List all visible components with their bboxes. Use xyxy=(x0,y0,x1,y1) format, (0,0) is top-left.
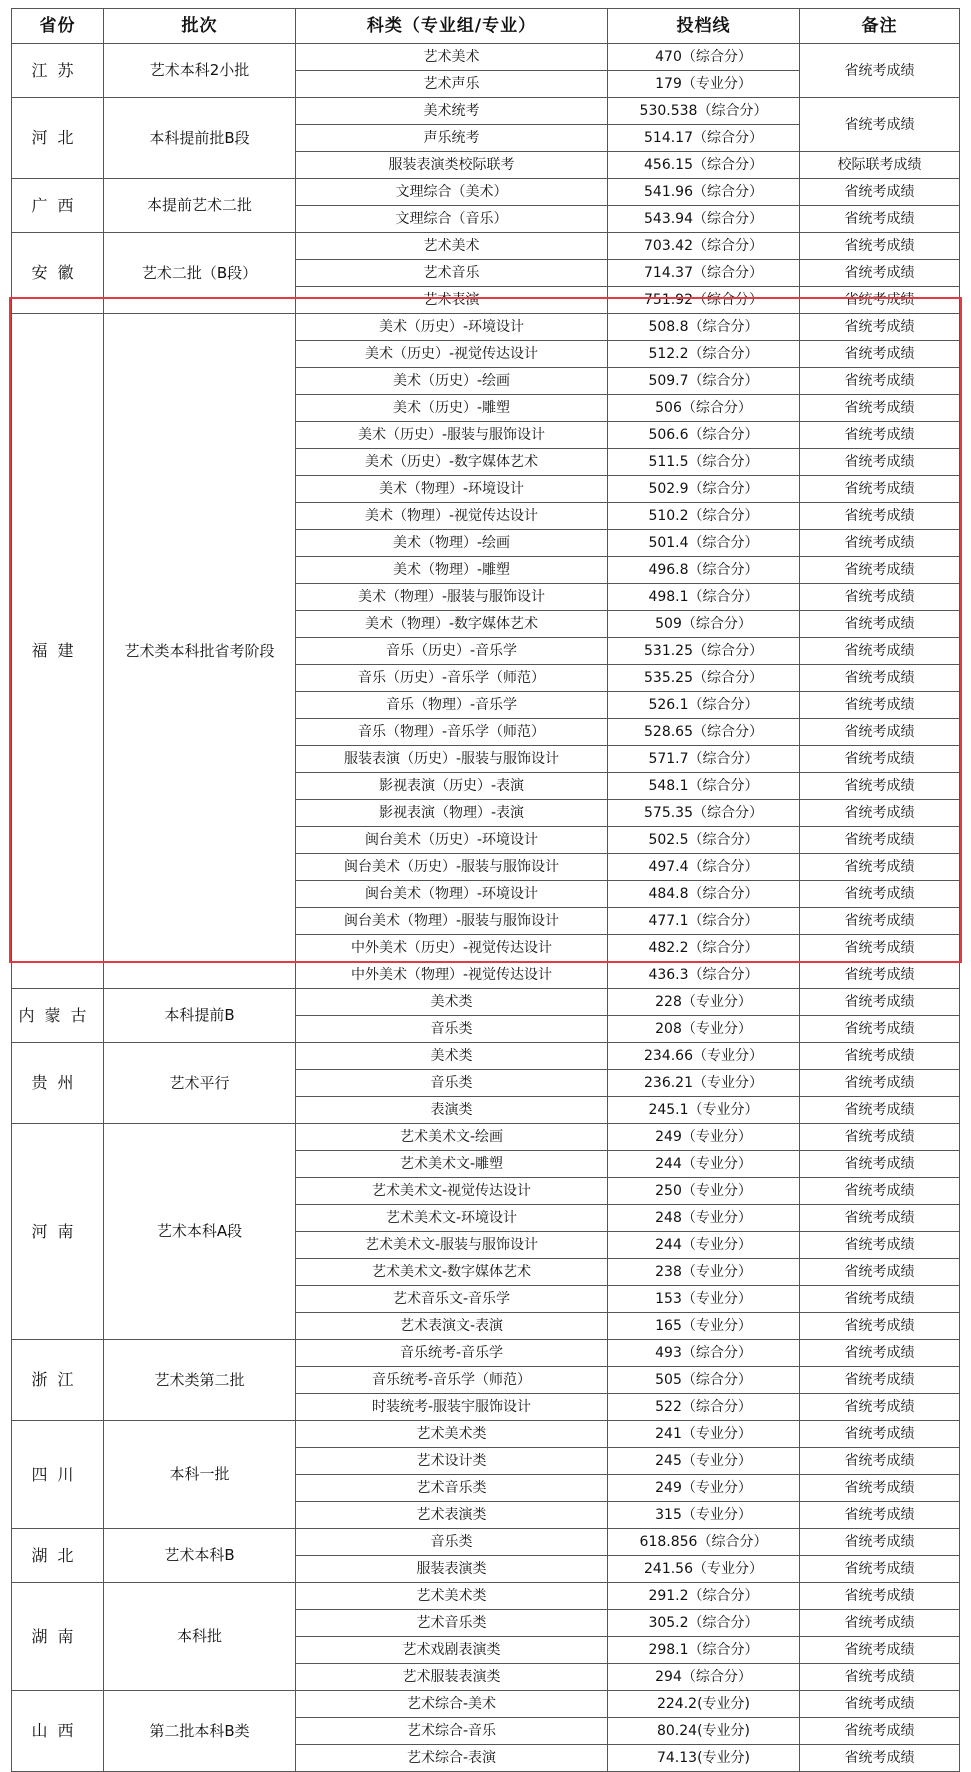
table-row xyxy=(12,98,960,125)
header-score: 投档线 xyxy=(608,9,800,44)
category-cell: 艺术美术文-服装与服饰设计 xyxy=(296,1232,608,1259)
note-cell: 省统考成绩 xyxy=(800,1286,960,1313)
header-province: 省份 xyxy=(12,9,104,44)
province-cell: 河南 xyxy=(12,1124,104,1340)
score-cell: 484.8（综合分） xyxy=(608,881,800,908)
note-cell: 省统考成绩 xyxy=(800,1556,960,1583)
category-cell: 美术（物理）-视觉传达设计 xyxy=(296,503,608,530)
note-cell: 省统考成绩 xyxy=(800,962,960,989)
score-cell: 502.9（综合分） xyxy=(608,476,800,503)
note-cell: 省统考成绩 xyxy=(800,341,960,368)
note-cell: 省统考成绩 xyxy=(800,1232,960,1259)
note-cell: 省统考成绩 xyxy=(800,1745,960,1772)
note-cell: 省统考成绩 xyxy=(800,1718,960,1745)
score-cell: 541.96（综合分） xyxy=(608,179,800,206)
note-cell: 省统考成绩 xyxy=(800,44,960,98)
category-cell: 艺术音乐 xyxy=(296,260,608,287)
table-row xyxy=(12,1340,960,1367)
category-cell: 闽台美术（物理）-服装与服饰设计 xyxy=(296,908,608,935)
score-cell: 512.2（综合分） xyxy=(608,341,800,368)
category-cell: 艺术美术文-绘画 xyxy=(296,1124,608,1151)
batch-cell: 本科提前批B段 xyxy=(104,98,296,179)
category-cell: 声乐统考 xyxy=(296,125,608,152)
note-cell: 省统考成绩 xyxy=(800,98,960,152)
note-cell: 省统考成绩 xyxy=(800,989,960,1016)
category-cell: 艺术音乐类 xyxy=(296,1475,608,1502)
category-cell: 艺术美术类 xyxy=(296,1421,608,1448)
note-cell: 省统考成绩 xyxy=(800,557,960,584)
province-cell: 内蒙古 xyxy=(12,989,104,1043)
category-cell: 艺术表演 xyxy=(296,287,608,314)
note-cell: 省统考成绩 xyxy=(800,584,960,611)
category-cell: 闽台美术（物理）-环境设计 xyxy=(296,881,608,908)
category-cell: 艺术服装表演类 xyxy=(296,1664,608,1691)
header-category: 科类（专业组/专业） xyxy=(296,9,608,44)
category-cell: 艺术戏剧表演类 xyxy=(296,1637,608,1664)
score-cell: 505（综合分） xyxy=(608,1367,800,1394)
table-body xyxy=(12,44,960,1772)
note-cell: 省统考成绩 xyxy=(800,1151,960,1178)
category-cell: 艺术表演类 xyxy=(296,1502,608,1529)
score-cell: 241（专业分） xyxy=(608,1421,800,1448)
batch-cell: 艺术平行 xyxy=(104,1043,296,1124)
category-cell: 文理综合（音乐） xyxy=(296,206,608,233)
table-row xyxy=(12,314,960,341)
score-cell: 224.2(专业分) xyxy=(608,1691,800,1718)
category-cell: 艺术音乐文-音乐学 xyxy=(296,1286,608,1313)
province-cell: 贵州 xyxy=(12,1043,104,1124)
score-cell: 179（专业分） xyxy=(608,71,800,98)
score-cell: 535.25（综合分） xyxy=(608,665,800,692)
table-row xyxy=(12,44,960,71)
score-cell: 298.1（综合分） xyxy=(608,1637,800,1664)
score-cell: 80.24(专业分) xyxy=(608,1718,800,1745)
category-cell: 服装表演类 xyxy=(296,1556,608,1583)
score-cell: 509（综合分） xyxy=(608,611,800,638)
province-cell: 福建 xyxy=(12,314,104,989)
score-cell: 291.2（综合分） xyxy=(608,1583,800,1610)
header-note: 备注 xyxy=(800,9,960,44)
note-cell: 省统考成绩 xyxy=(800,1637,960,1664)
note-cell: 省统考成绩 xyxy=(800,1529,960,1556)
note-cell: 省统考成绩 xyxy=(800,827,960,854)
category-cell: 艺术美术文-雕塑 xyxy=(296,1151,608,1178)
note-cell: 省统考成绩 xyxy=(800,314,960,341)
table-row xyxy=(12,1421,960,1448)
note-cell: 省统考成绩 xyxy=(800,260,960,287)
score-cell: 571.7（综合分） xyxy=(608,746,800,773)
note-cell: 省统考成绩 xyxy=(800,1583,960,1610)
score-cell: 493（综合分） xyxy=(608,1340,800,1367)
note-cell: 省统考成绩 xyxy=(800,908,960,935)
table-row xyxy=(12,1583,960,1610)
batch-cell: 艺术本科2小批 xyxy=(104,44,296,98)
batch-cell: 本科批 xyxy=(104,1583,296,1691)
note-cell: 省统考成绩 xyxy=(800,800,960,827)
score-cell: 244（专业分） xyxy=(608,1151,800,1178)
score-cell: 436.3（综合分） xyxy=(608,962,800,989)
note-cell: 省统考成绩 xyxy=(800,1340,960,1367)
category-cell: 文理综合（美术） xyxy=(296,179,608,206)
score-cell: 501.4（综合分） xyxy=(608,530,800,557)
score-cell: 526.1（综合分） xyxy=(608,692,800,719)
note-cell: 省统考成绩 xyxy=(800,746,960,773)
province-cell: 湖南 xyxy=(12,1583,104,1691)
note-cell: 省统考成绩 xyxy=(800,773,960,800)
note-cell: 校际联考成绩 xyxy=(800,152,960,179)
batch-cell: 艺术类第二批 xyxy=(104,1340,296,1421)
score-cell: 249（专业分） xyxy=(608,1124,800,1151)
note-cell: 省统考成绩 xyxy=(800,935,960,962)
table-row xyxy=(12,1529,960,1556)
score-cell: 248（专业分） xyxy=(608,1205,800,1232)
note-cell: 省统考成绩 xyxy=(800,1502,960,1529)
note-cell: 省统考成绩 xyxy=(800,1691,960,1718)
score-cell: 508.8（综合分） xyxy=(608,314,800,341)
score-cell: 497.4（综合分） xyxy=(608,854,800,881)
note-cell: 省统考成绩 xyxy=(800,1448,960,1475)
category-cell: 音乐（物理）-音乐学 xyxy=(296,692,608,719)
note-cell: 省统考成绩 xyxy=(800,1394,960,1421)
score-cell: 470（综合分） xyxy=(608,44,800,71)
score-cell: 305.2（综合分） xyxy=(608,1610,800,1637)
note-cell: 省统考成绩 xyxy=(800,476,960,503)
province-cell: 安徽 xyxy=(12,233,104,314)
note-cell: 省统考成绩 xyxy=(800,503,960,530)
table-row xyxy=(12,989,960,1016)
score-cell: 703.42（综合分） xyxy=(608,233,800,260)
table-row xyxy=(12,179,960,206)
category-cell: 美术（历史）-视觉传达设计 xyxy=(296,341,608,368)
score-cell: 506.6（综合分） xyxy=(608,422,800,449)
category-cell: 服装表演类校际联考 xyxy=(296,152,608,179)
table-header-row xyxy=(12,9,960,44)
table-row xyxy=(12,1043,960,1070)
category-cell: 艺术音乐类 xyxy=(296,1610,608,1637)
category-cell: 艺术声乐 xyxy=(296,71,608,98)
score-cell: 751.92（综合分） xyxy=(608,287,800,314)
note-cell: 省统考成绩 xyxy=(800,1259,960,1286)
score-cell: 228（专业分） xyxy=(608,989,800,1016)
batch-cell: 本科提前B xyxy=(104,989,296,1043)
category-cell: 艺术表演文-表演 xyxy=(296,1313,608,1340)
category-cell: 美术（历史）-数字媒体艺术 xyxy=(296,449,608,476)
category-cell: 艺术美术 xyxy=(296,44,608,71)
category-cell: 艺术综合-美术 xyxy=(296,1691,608,1718)
category-cell: 音乐（物理）-音乐学（师范） xyxy=(296,719,608,746)
category-cell: 音乐（历史）-音乐学（师范） xyxy=(296,665,608,692)
batch-cell: 艺术二批（B段） xyxy=(104,233,296,314)
category-cell: 表演类 xyxy=(296,1097,608,1124)
category-cell: 音乐类 xyxy=(296,1016,608,1043)
category-cell: 闽台美术（历史）-服装与服饰设计 xyxy=(296,854,608,881)
batch-cell: 艺术类本科批省考阶段 xyxy=(104,314,296,989)
note-cell: 省统考成绩 xyxy=(800,287,960,314)
score-cell: 456.15（综合分） xyxy=(608,152,800,179)
note-cell: 省统考成绩 xyxy=(800,449,960,476)
category-cell: 美术（物理）-服装与服饰设计 xyxy=(296,584,608,611)
score-cell: 165（专业分） xyxy=(608,1313,800,1340)
category-cell: 艺术设计类 xyxy=(296,1448,608,1475)
batch-cell: 艺术本科B xyxy=(104,1529,296,1583)
category-cell: 影视表演（历史）-表演 xyxy=(296,773,608,800)
note-cell: 省统考成绩 xyxy=(800,1178,960,1205)
category-cell: 中外美术（物理）-视觉传达设计 xyxy=(296,962,608,989)
score-cell: 496.8（综合分） xyxy=(608,557,800,584)
category-cell: 艺术美术文-数字媒体艺术 xyxy=(296,1259,608,1286)
province-cell: 浙江 xyxy=(12,1340,104,1421)
note-cell: 省统考成绩 xyxy=(800,1070,960,1097)
category-cell: 音乐统考-音乐学（师范） xyxy=(296,1367,608,1394)
score-cell: 575.35（综合分） xyxy=(608,800,800,827)
note-cell: 省统考成绩 xyxy=(800,692,960,719)
batch-cell: 本提前艺术二批 xyxy=(104,179,296,233)
table-row xyxy=(12,233,960,260)
note-cell: 省统考成绩 xyxy=(800,719,960,746)
category-cell: 音乐类 xyxy=(296,1070,608,1097)
note-cell: 省统考成绩 xyxy=(800,368,960,395)
category-cell: 美术（历史）-绘画 xyxy=(296,368,608,395)
category-cell: 服装表演（历史）-服装与服饰设计 xyxy=(296,746,608,773)
table-row xyxy=(12,1124,960,1151)
category-cell: 音乐类 xyxy=(296,1529,608,1556)
score-cell: 714.37（综合分） xyxy=(608,260,800,287)
score-cell: 236.21（专业分） xyxy=(608,1070,800,1097)
note-cell: 省统考成绩 xyxy=(800,1610,960,1637)
score-cell: 153（专业分） xyxy=(608,1286,800,1313)
score-cell: 498.1（综合分） xyxy=(608,584,800,611)
score-cell: 510.2（综合分） xyxy=(608,503,800,530)
category-cell: 美术（历史）-雕塑 xyxy=(296,395,608,422)
note-cell: 省统考成绩 xyxy=(800,206,960,233)
score-cell: 511.5（综合分） xyxy=(608,449,800,476)
category-cell: 美术类 xyxy=(296,989,608,1016)
score-cell: 74.13(专业分) xyxy=(608,1745,800,1772)
score-cell: 234.66（专业分） xyxy=(608,1043,800,1070)
category-cell: 音乐统考-音乐学 xyxy=(296,1340,608,1367)
batch-cell: 本科一批 xyxy=(104,1421,296,1529)
score-cell: 241.56（专业分） xyxy=(608,1556,800,1583)
score-cell: 528.65（综合分） xyxy=(608,719,800,746)
note-cell: 省统考成绩 xyxy=(800,1664,960,1691)
category-cell: 美术（物理）-数字媒体艺术 xyxy=(296,611,608,638)
category-cell: 中外美术（历史）-视觉传达设计 xyxy=(296,935,608,962)
province-cell: 河北 xyxy=(12,98,104,179)
note-cell: 省统考成绩 xyxy=(800,854,960,881)
note-cell: 省统考成绩 xyxy=(800,1367,960,1394)
category-cell: 艺术美术 xyxy=(296,233,608,260)
score-cell: 506（综合分） xyxy=(608,395,800,422)
note-cell: 省统考成绩 xyxy=(800,638,960,665)
note-cell: 省统考成绩 xyxy=(800,1043,960,1070)
category-cell: 闽台美术（历史）-环境设计 xyxy=(296,827,608,854)
province-cell: 广西 xyxy=(12,179,104,233)
score-cell: 482.2（综合分） xyxy=(608,935,800,962)
category-cell: 艺术综合-表演 xyxy=(296,1745,608,1772)
score-cell: 294（综合分） xyxy=(608,1664,800,1691)
admission-score-table xyxy=(11,8,960,1772)
category-cell: 美术（物理）-绘画 xyxy=(296,530,608,557)
category-cell: 艺术美术类 xyxy=(296,1583,608,1610)
category-cell: 艺术美术文-环境设计 xyxy=(296,1205,608,1232)
province-cell: 江苏 xyxy=(12,44,104,98)
category-cell: 美术（物理）-雕塑 xyxy=(296,557,608,584)
province-cell: 湖北 xyxy=(12,1529,104,1583)
note-cell: 省统考成绩 xyxy=(800,1205,960,1232)
score-cell: 315（专业分） xyxy=(608,1502,800,1529)
score-cell: 502.5（综合分） xyxy=(608,827,800,854)
score-cell: 522（综合分） xyxy=(608,1394,800,1421)
note-cell: 省统考成绩 xyxy=(800,1313,960,1340)
note-cell: 省统考成绩 xyxy=(800,395,960,422)
category-cell: 美术（物理）-环境设计 xyxy=(296,476,608,503)
note-cell: 省统考成绩 xyxy=(800,530,960,557)
note-cell: 省统考成绩 xyxy=(800,422,960,449)
header-batch: 批次 xyxy=(104,9,296,44)
note-cell: 省统考成绩 xyxy=(800,881,960,908)
province-cell: 四川 xyxy=(12,1421,104,1529)
note-cell: 省统考成绩 xyxy=(800,1421,960,1448)
score-cell: 531.25（综合分） xyxy=(608,638,800,665)
score-cell: 250（专业分） xyxy=(608,1178,800,1205)
table-row xyxy=(12,1691,960,1718)
score-cell: 238（专业分） xyxy=(608,1259,800,1286)
score-cell: 618.856（综合分） xyxy=(608,1529,800,1556)
score-cell: 249（专业分） xyxy=(608,1475,800,1502)
category-cell: 美术类 xyxy=(296,1043,608,1070)
note-cell: 省统考成绩 xyxy=(800,233,960,260)
category-cell: 美术（历史）-环境设计 xyxy=(296,314,608,341)
score-cell: 477.1（综合分） xyxy=(608,908,800,935)
score-cell: 208（专业分） xyxy=(608,1016,800,1043)
category-cell: 音乐（历史）-音乐学 xyxy=(296,638,608,665)
score-cell: 514.17（综合分） xyxy=(608,125,800,152)
note-cell: 省统考成绩 xyxy=(800,1124,960,1151)
category-cell: 艺术美术文-视觉传达设计 xyxy=(296,1178,608,1205)
score-cell: 548.1（综合分） xyxy=(608,773,800,800)
province-cell: 山西 xyxy=(12,1691,104,1772)
score-cell: 509.7（综合分） xyxy=(608,368,800,395)
note-cell: 省统考成绩 xyxy=(800,665,960,692)
category-cell: 时装统考-服装宇服饰设计 xyxy=(296,1394,608,1421)
batch-cell: 艺术本科A段 xyxy=(104,1124,296,1340)
category-cell: 影视表演（物理）-表演 xyxy=(296,800,608,827)
note-cell: 省统考成绩 xyxy=(800,611,960,638)
score-cell: 244（专业分） xyxy=(608,1232,800,1259)
note-cell: 省统考成绩 xyxy=(800,1097,960,1124)
note-cell: 省统考成绩 xyxy=(800,179,960,206)
note-cell: 省统考成绩 xyxy=(800,1475,960,1502)
score-cell: 245.1（专业分） xyxy=(608,1097,800,1124)
score-cell: 245（专业分） xyxy=(608,1448,800,1475)
score-cell: 530.538（综合分） xyxy=(608,98,800,125)
score-cell: 543.94（综合分） xyxy=(608,206,800,233)
category-cell: 美术统考 xyxy=(296,98,608,125)
batch-cell: 第二批本科B类 xyxy=(104,1691,296,1772)
category-cell: 艺术综合-音乐 xyxy=(296,1718,608,1745)
note-cell: 省统考成绩 xyxy=(800,1016,960,1043)
category-cell: 美术（历史）-服装与服饰设计 xyxy=(296,422,608,449)
